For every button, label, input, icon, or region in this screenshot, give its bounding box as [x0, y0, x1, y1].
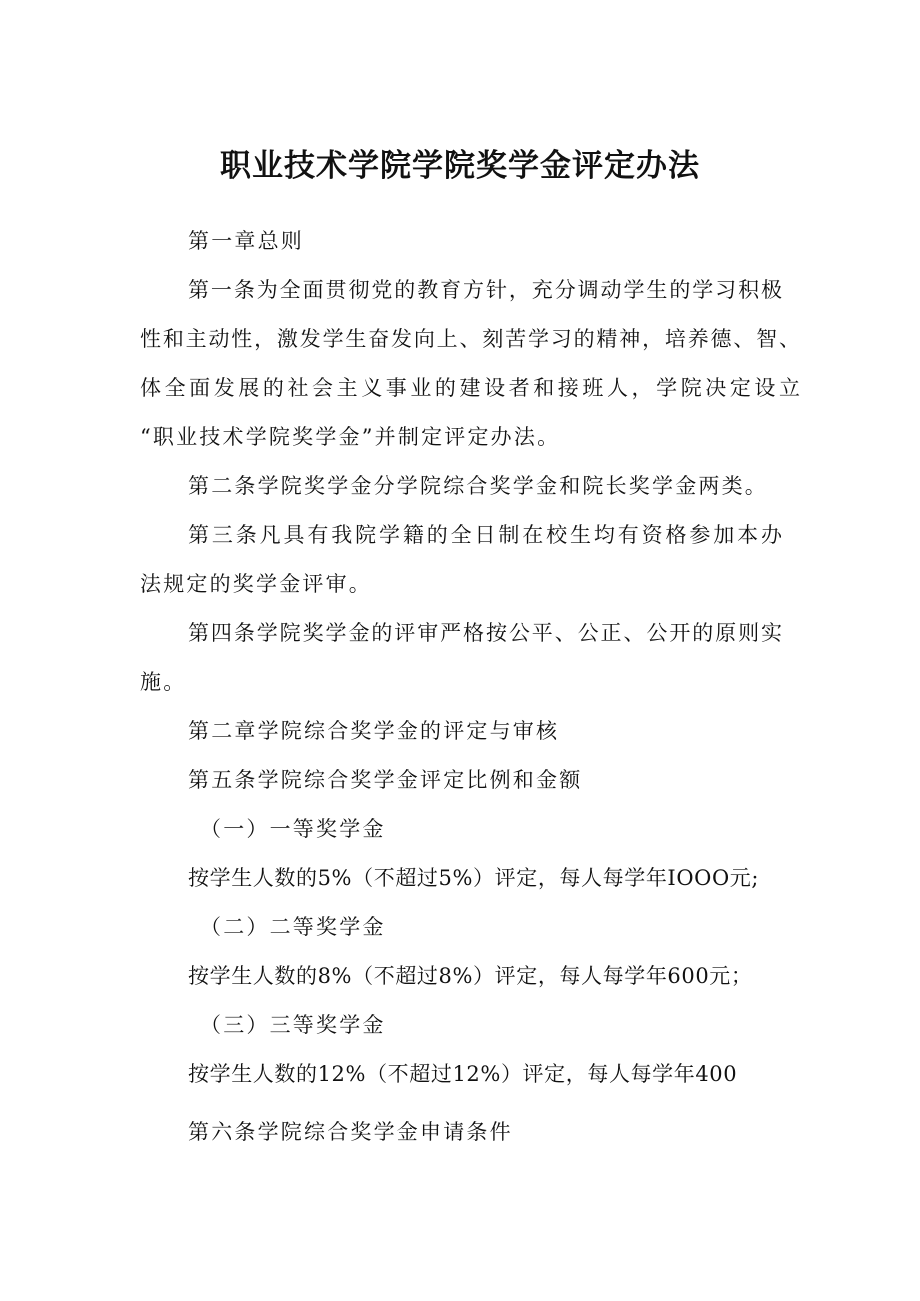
article-5: 第五条学院综合奖学金评定比例和金额 [188, 768, 583, 792]
article-3-line-2: 法规定的奖学金评审。 [140, 572, 372, 596]
article-2: 第二条学院奖学金分学院综合奖学金和院长奖学金两类。 [188, 474, 768, 498]
article-1-line-3: 体全面发展的社会主义事业的建设者和接班人，学院决定设立 [140, 376, 800, 400]
article-1-line-4: “职业技术学院奖学金”并制定评定办法。 [140, 425, 561, 449]
chapter-2-heading: 第二章学院综合奖学金的评定与审核 [188, 719, 560, 743]
article-1-line-1: 第一条为全面贯彻党的教育方针，充分调动学生的学习积极 [188, 278, 782, 302]
document-title: 职业技术学院学院奖学金评定办法 [220, 148, 700, 184]
level-3-heading: （三）三等奖学金 [200, 1013, 386, 1037]
article-4-line-2: 施。 [140, 670, 187, 694]
level-3-detail: 按学生人数的12%（不超过12%）评定，每人每学年400 [188, 1062, 738, 1086]
article-1-line-2: 性和主动性，激发学生奋发向上、刻苦学习的精神，培养德、智、 [140, 327, 800, 351]
level-2-detail: 按学生人数的8%（不超过8%）评定，每人每学年600元； [188, 964, 753, 988]
article-6: 第六条学院综合奖学金申请条件 [188, 1120, 513, 1144]
chapter-1-heading: 第一章总则 [188, 229, 304, 253]
level-1-detail: 按学生人数的5%（不超过5%）评定，每人每学年IOOO元; [188, 866, 760, 890]
level-2-heading: （二）二等奖学金 [200, 915, 386, 939]
article-3-line-1: 第三条凡具有我院学籍的全日制在校生均有资格参加本办 [188, 523, 782, 547]
level-1-heading: （一）一等奖学金 [200, 817, 386, 841]
article-4-line-1: 第四条学院奖学金的评审严格按公平、公正、公开的原则实 [188, 621, 782, 645]
